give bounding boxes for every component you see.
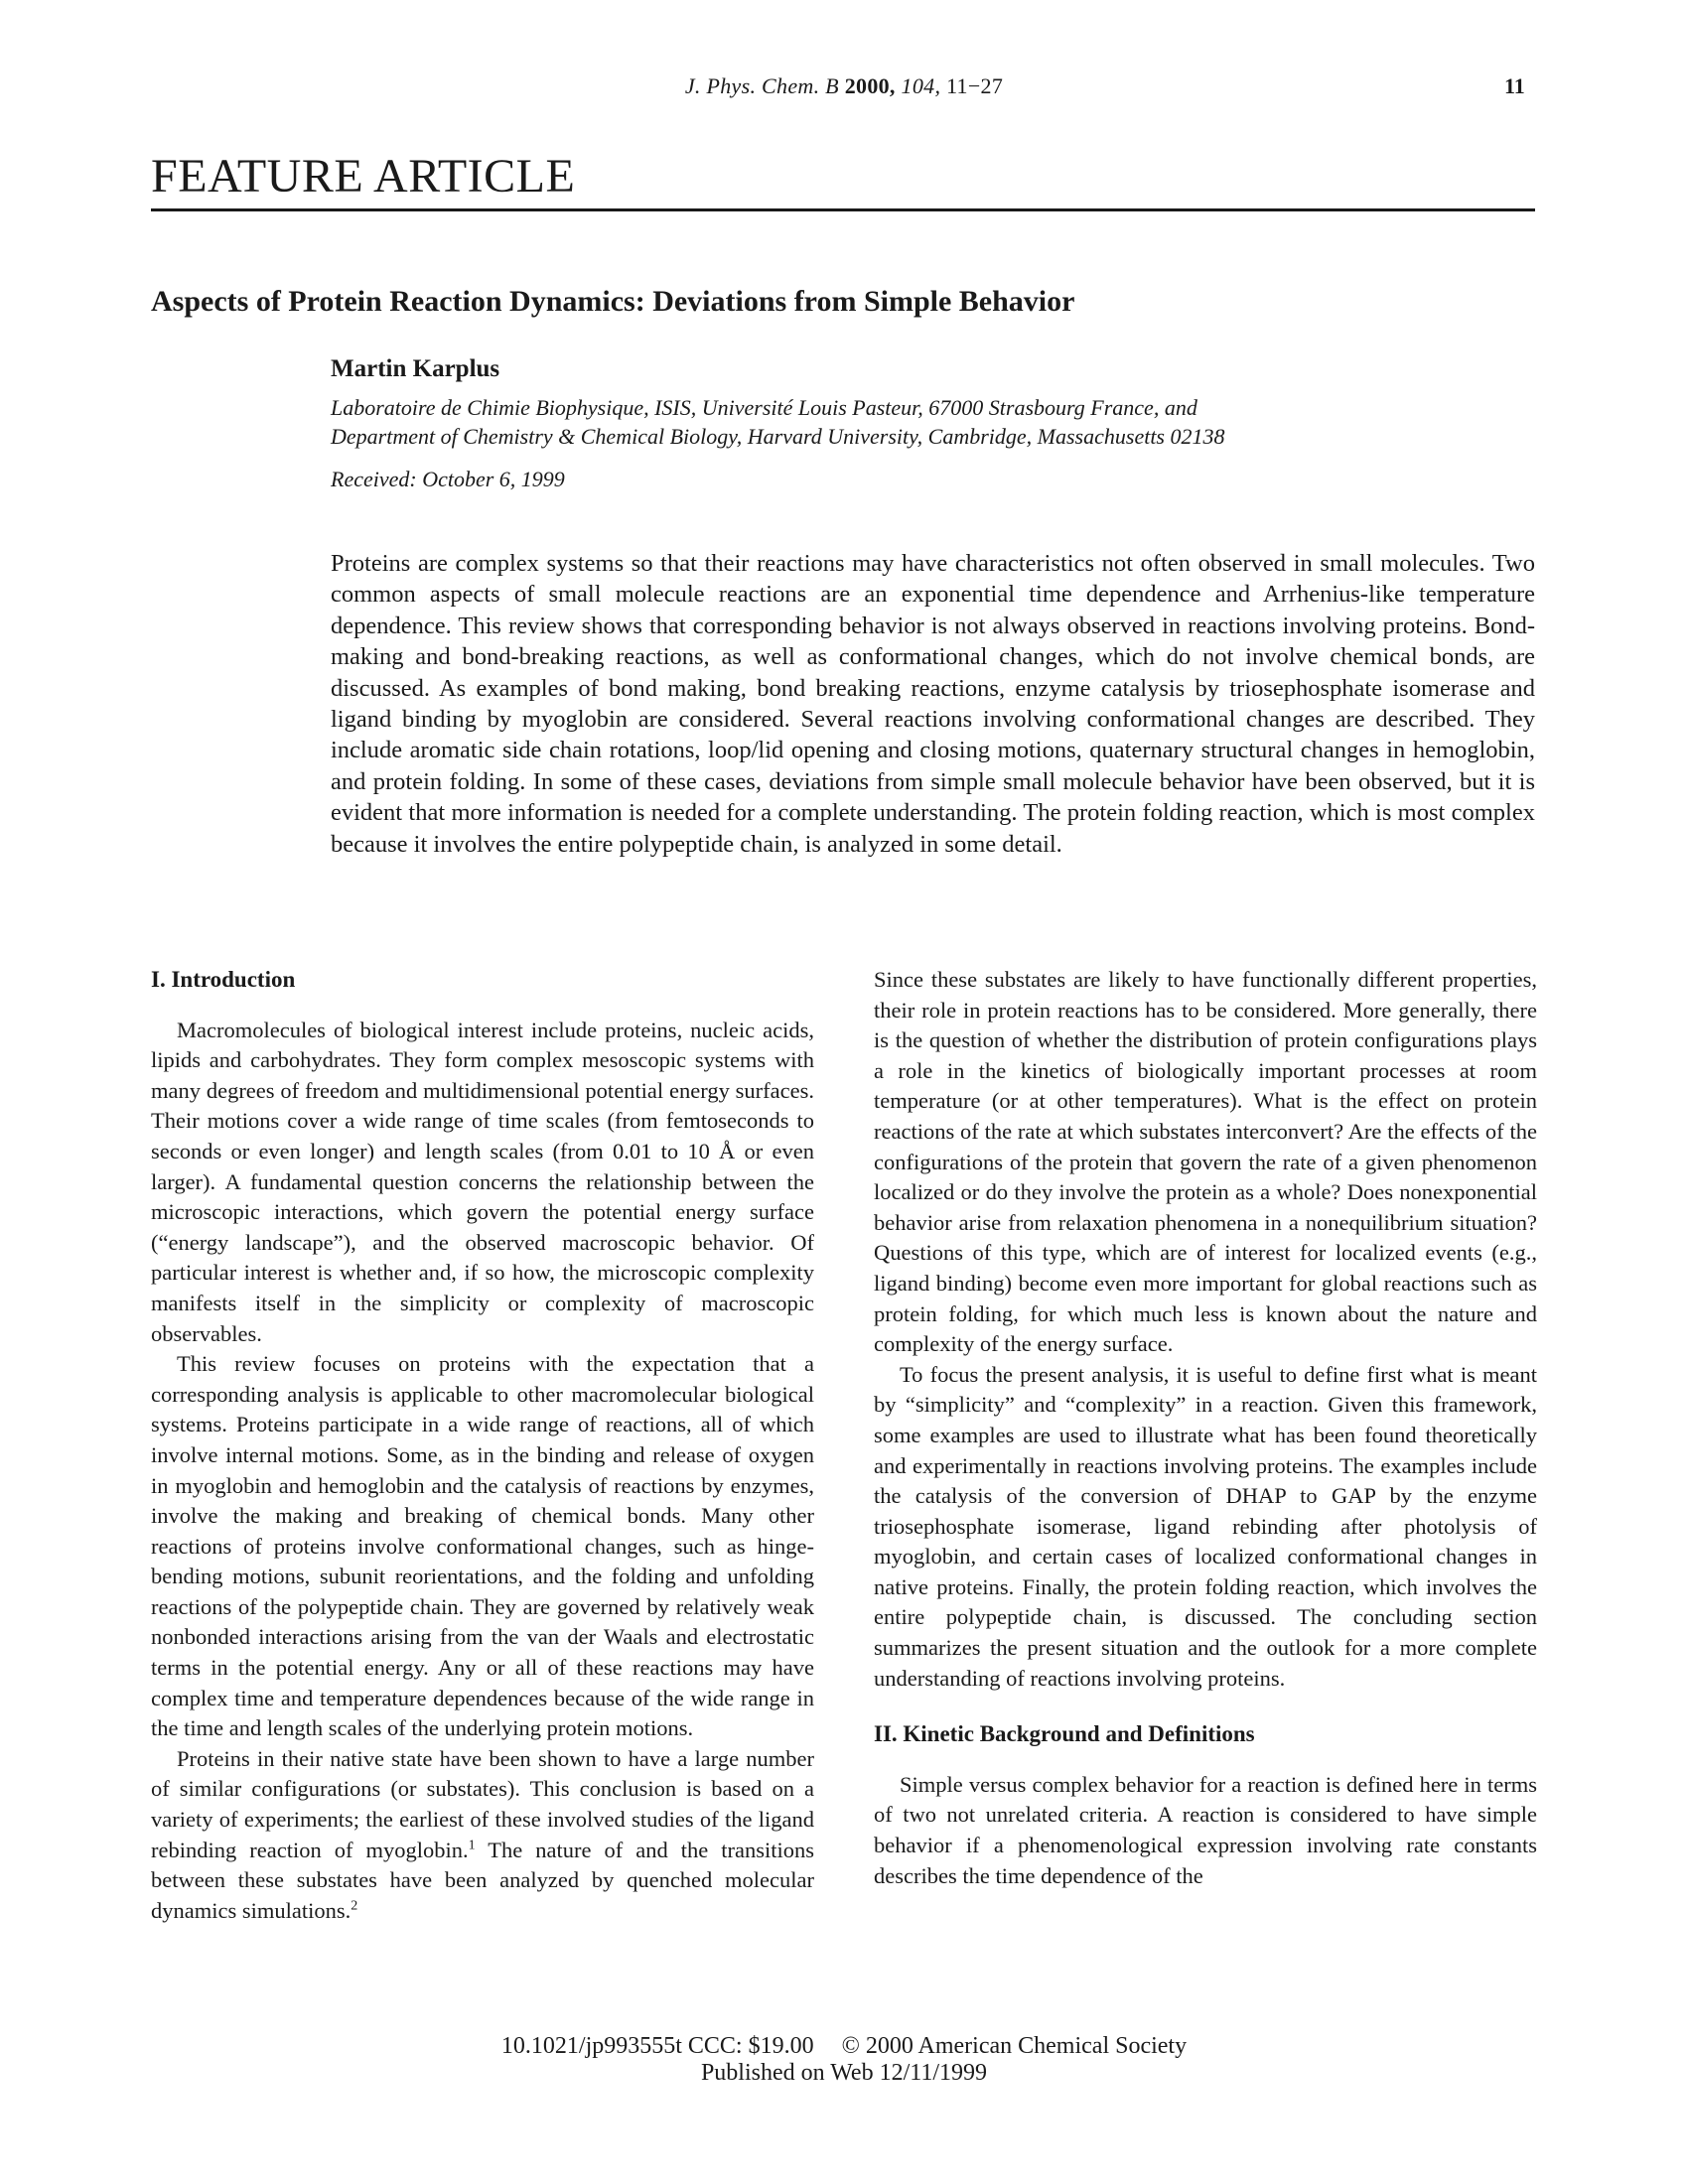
feature-article-label: FEATURE ARTICLE bbox=[151, 150, 576, 203]
paragraph: This review focuses on proteins with the expectation that a corresponding analysis is applicable to other macromolecular biological systems. Proteins participate in a wide range of reactions, all of which involve internal motions. Some, as in the binding and release of oxygen in myoglobin and hemoglobin and the catalysis of reactions by enzymes, involve the making and breaking of chemical bonds. Many other reactions of proteins involve conformational changes, such as hinge-bending motions, subunit reorientations, and the folding and unfolding reactions of the polypeptide chain. They are governed by relatively weak nonbonded interactions arising from the van der Waals and electrostatic terms in the potential energy. Any or all of these reactions may have complex time and temperature dependences because of the wide range in the time and length scales of the underlying protein motions. bbox=[151, 1351, 814, 1741]
footer-line-1 bbox=[0, 2033, 1688, 2060]
author-name: Martin Karplus bbox=[331, 355, 500, 382]
paragraph-text: The nature of and the transitions between these substates have been analyzed by quenched molecular dynamics simulations. bbox=[151, 1837, 814, 1923]
doi-and-price: 10.1021/jp993555t CCC: $19.00 bbox=[500, 2033, 814, 2059]
page-number: 11 bbox=[1504, 73, 1525, 98]
header-rule bbox=[151, 208, 1535, 211]
paragraph: Simple versus complex behavior for a reaction is defined here in terms of two not unrelated criteria. A reaction is considered to have simple behavior if a phenomenological expression involving rate constants describes the time dependence of the bbox=[874, 1771, 1537, 1888]
section-heading-kinetic-background: II. Kinetic Background and Definitions bbox=[874, 1721, 1255, 1747]
article-title: Aspects of Protein Reaction Dynamics: Deviations from Simple Behavior bbox=[151, 285, 1075, 318]
publication-date: Published on Web 12/11/1999 bbox=[700, 2060, 988, 2086]
author-affiliation bbox=[331, 393, 1582, 451]
journal-year: 2000, bbox=[844, 73, 896, 98]
journal-citation bbox=[0, 73, 1688, 99]
paragraph: Macromolecules of biological interest include proteins, nucleic acids, lipids and carbohydrates. They form complex mesoscopic systems with many degrees of freedom and multidimensional potential energy surfaces. Their motions cover a wide range of time scales (from femtoseconds to seconds or even longer) and length scales (from 0.01 to 10 Å or even larger). A fundamental question concerns the relationship between the microscopic interactions, which govern the potential energy surface (“energy landscape”), and the observed macroscopic behavior. Of particular interest is whether and, if so how, the microscopic complexity manifests itself in the simplicity or complexity of macroscopic observables. bbox=[151, 1017, 814, 1346]
right-column bbox=[874, 965, 1537, 1891]
paragraph: Since these substates are likely to have functionally different properties, their role in protein reactions has to be considered. More generally, there is the question of whether the distribution of protein configurations plays a role in the kinetics of biologically important processes at room temperature (or at other temperatures). What is the effect on protein reactions of the rate at which substates interconvert? Are the effects of the configurations of the protein that govern the rate of a given phenomenon localized or do they involve the protein as a whole? Does nonexponential behavior arise from relaxation phenomena in a nonequilibrium situation? Questions of this type, which are of interest for localized events (e.g., ligand binding) become even more important for global reactions such as protein folding, for which much less is known about the nature and complexity of the energy surface. bbox=[874, 967, 1537, 1357]
received-date: Received: October 6, 1999 bbox=[331, 467, 565, 491]
copyright-notice: © 2000 American Chemical Society bbox=[841, 2033, 1188, 2059]
journal-volume: 104, bbox=[901, 73, 941, 98]
abstract: Proteins are complex systems so that their reactions may have characteristics not often observed in small molecules. Two common aspects of small molecule reactions are an exponential time dependence and Arrhenius-like temperature dependence. This review shows that corresponding behavior is not always observed in reactions involving proteins. Bond-making and bond-breaking reactions, as well as conformational changes, which do not involve chemical bonds, are discussed. As examples of bond making, bond breaking reactions, enzyme catalysis by triosephosphate isomerase and ligand binding by myoglobin are considered. Several reactions involving conformational changes are described. They include aromatic side chain rotations, loop/lid opening and closing motions, quaternary structural changes in hemoglobin, and protein folding. In some of these cases, deviations from simple small molecule behavior have been observed, but it is evident that more information is needed for a complete understanding. The protein folding reaction, which is most complex because it involves the entire polypeptide chain, is analyzed in some detail. bbox=[331, 550, 1535, 858]
page-footer bbox=[0, 2033, 1688, 2087]
left-column bbox=[151, 965, 814, 1926]
reference-marker: 1 bbox=[468, 1838, 476, 1853]
paragraph-text: Proteins in their native state have been shown to have a large number of similar configurations (or substates). This conclusion is based on a variety of experiments; the earliest of these involved studies of the ligand rebinding reaction of myoglobin. bbox=[151, 1745, 814, 1862]
affiliation-line-2: Department of Chemistry & Chemical Biology, Harvard University, Cambridge, Massachusetts 02138 bbox=[331, 424, 1225, 449]
paragraph: To focus the present analysis, it is useful to define first what is meant by “simplicity” and “complexity” in a reaction. Given this framework, some examples are used to illustrate what has been found theoretically and experimentally in reactions involving proteins. The examples include the catalysis of the conversion of DHAP to GAP by the enzyme triosephosphate isomerase, ligand rebinding after photolysis of myoglobin, and certain cases of localized conformational changes in native proteins. Finally, the protein folding reaction, which involves the entire polypeptide chain, is discussed. The concluding section summarizes the present situation and the outlook for a more complete understanding of reactions involving proteins. bbox=[874, 1361, 1537, 1691]
paragraph bbox=[151, 1744, 814, 1927]
reference-marker: 2 bbox=[351, 1898, 358, 1914]
journal-pages: 11−27 bbox=[946, 73, 1004, 98]
journal-name: J. Phys. Chem. B bbox=[684, 73, 839, 98]
section-heading-introduction: I. Introduction bbox=[151, 967, 296, 992]
affiliation-line-1: Laboratoire de Chimie Biophysique, ISIS, Université Louis Pasteur, 67000 Strasbourg France, and bbox=[331, 395, 1197, 420]
